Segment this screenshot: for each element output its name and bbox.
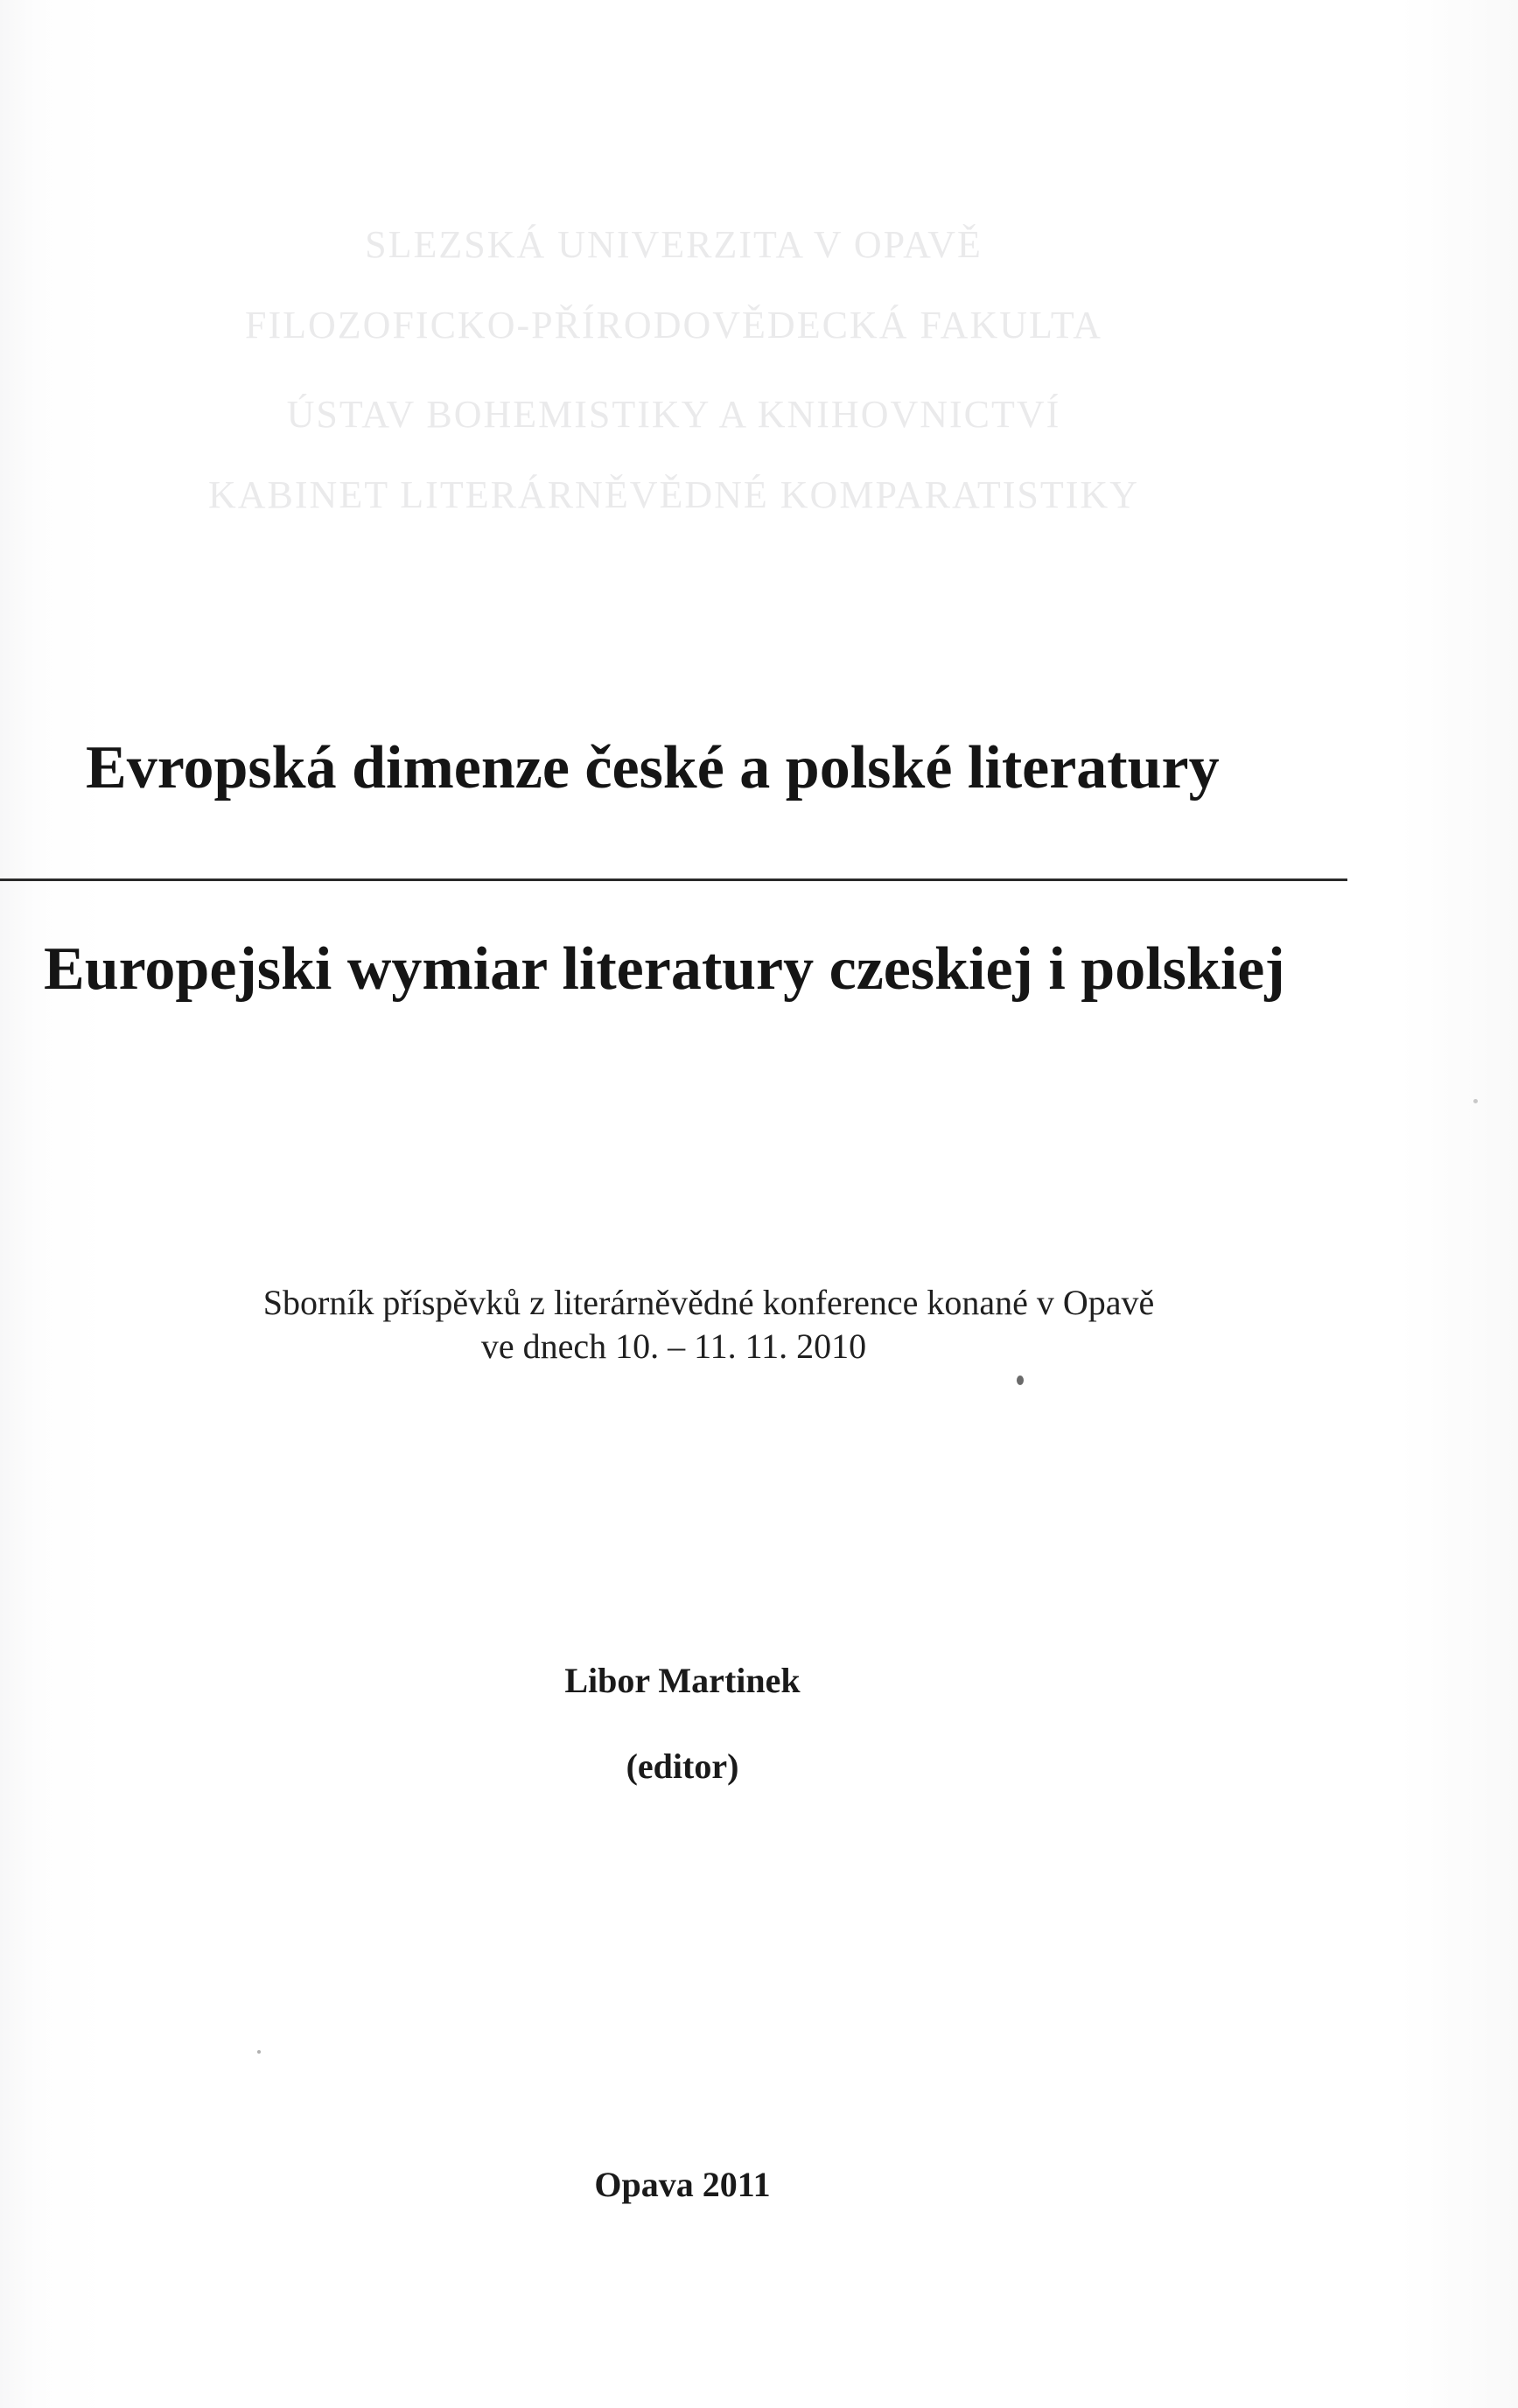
institution-line-faculty: FILOZOFICKO-PŘÍRODOVĚDECKÁ FAKULTA (245, 304, 1102, 346)
dust-speck (257, 2050, 261, 2054)
subtitle-line-1: Sborník příspěvků z literárněvědné konference konané v Opavě (262, 1283, 1155, 1322)
dust-speck (1473, 1099, 1478, 1103)
institution-line-cabinet: KABINET LITERÁRNĚVĚDNÉ KOMPARATISTIKY (208, 473, 1139, 516)
title-divider (0, 878, 1347, 881)
title-polish: Europejski wymiar literatury czeskiej i polskiej (44, 935, 1285, 1003)
institution-line-university: SLEZSKÁ UNIVERZITA V OPAVĚ (365, 223, 983, 266)
imprint: Opava 2011 (594, 2165, 771, 2204)
ink-speck (1017, 1376, 1024, 1385)
editor-name: Libor Martinek (564, 1661, 801, 1700)
editor-role: (editor) (626, 1746, 739, 1786)
title-czech: Evropská dimenze české a polské literatury (86, 734, 1220, 802)
subtitle-line-2: ve dnech 10. – 11. 11. 2010 (480, 1326, 867, 1366)
institution-line-institute: ÚSTAV BOHEMISTIKY A KNIHOVNICTVÍ (286, 393, 1061, 436)
